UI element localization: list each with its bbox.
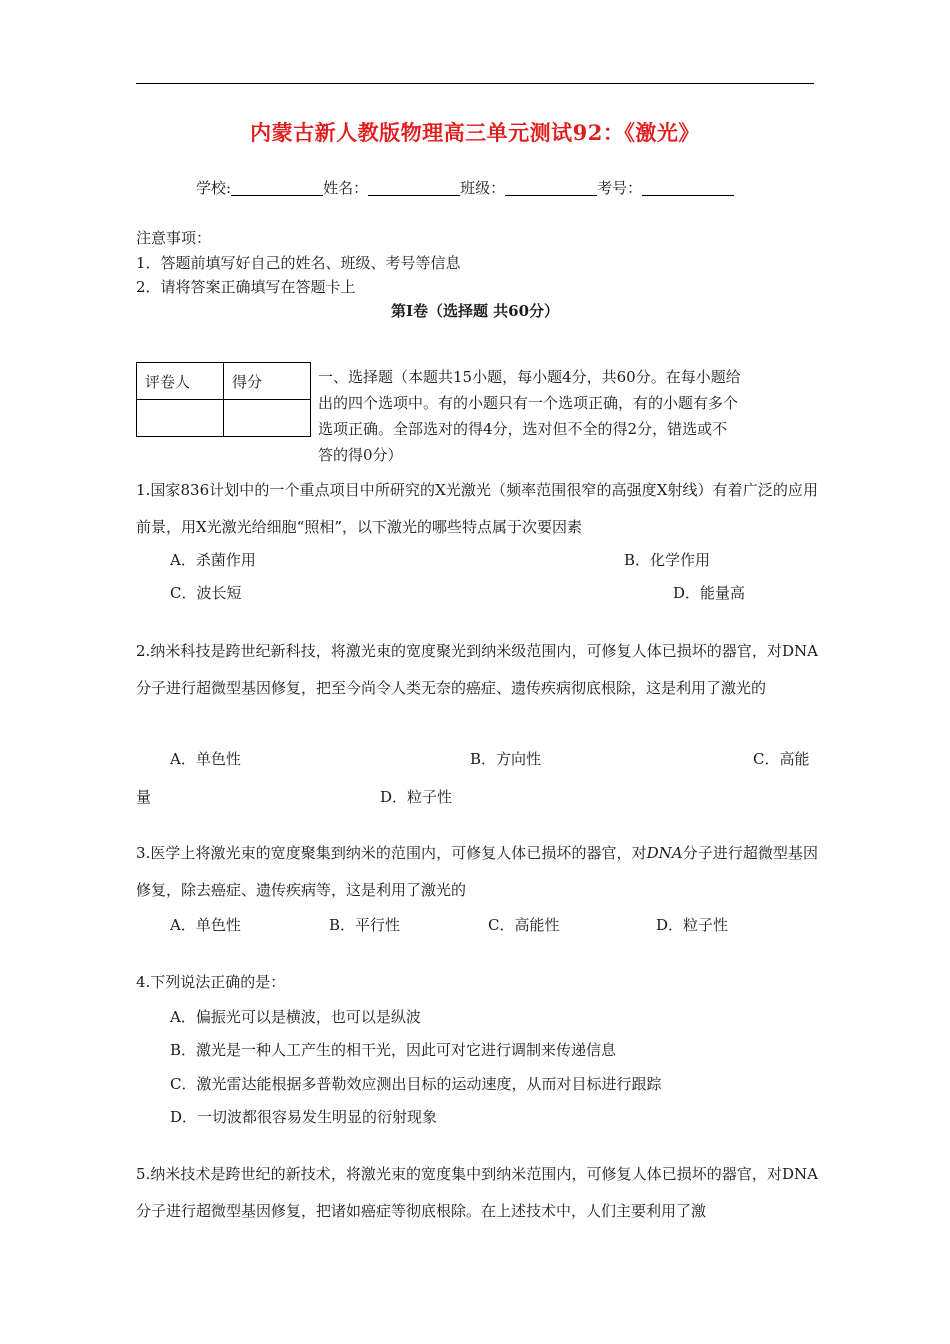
question-1-stem: 1.国家836计划中的一个重点项目中所研究的X光激光（频率范围很窄的高强度X射线）有着广泛的应用前景，用X光激光给细胞“照相”，以下激光的哪些特点属于次要因素 (136, 481, 818, 536)
question-3-stem-part: 3.医学上将激光束的宽度聚集到纳米的范围内，可修复人体已损坏的器官，对 (136, 844, 647, 862)
instruction-line: 出的四个选项中。有的小题只有一个选项正确，有的小题有多个 (318, 394, 739, 412)
question-2-option-b: B．方向性 (470, 750, 542, 768)
grader-header: 评卷人 (137, 363, 224, 400)
question-2-option-c: C．高能 (753, 750, 810, 768)
grader-cell (137, 400, 224, 437)
section-title: 第I卷（选择题 共60分） (390, 302, 560, 320)
name-label: 姓名： (323, 179, 369, 197)
notes-heading: 注意事项： (136, 229, 212, 247)
score-header: 得分 (224, 363, 311, 400)
exam-no-label: 考号： (597, 179, 643, 197)
question-3-option-a: A．单色性 (170, 916, 241, 934)
question-3-stem (136, 835, 818, 908)
question-4-option-c: C．激光雷达能根据多普勒效应测出目标的运动速度，从而对目标进行跟踪 (170, 1075, 662, 1093)
school-label: 学校: (196, 179, 232, 197)
instruction-line: 选项正确。全部选对的得4分，选对但不全的得2分，错选或不 (318, 420, 728, 438)
header-rule (136, 83, 814, 84)
question-3-option-c: C．高能性 (488, 916, 560, 934)
class-label: 班级： (460, 179, 506, 197)
question-3-option-d: D．粒子性 (656, 916, 729, 934)
question-4-stem: 4.下列说法正确的是： (136, 973, 286, 991)
question-2-option-a: A．单色性 (170, 750, 241, 768)
instruction-line: 一、选择题（本题共15小题，每小题4分，共60分。在每小题给 (318, 368, 741, 386)
student-info-fields (196, 177, 734, 198)
question-1-option-a: A．杀菌作用 (170, 551, 256, 569)
question-2-stem: 2.纳米科技是跨世纪新科技，将激光束的宽度聚光到纳米级范围内，可修复人体已损坏的器官，对DNA分子进行超微型基因修复，把至今尚令人类无奈的癌症、遗传疾病彻底根除，这是利用了激光的 (136, 642, 818, 697)
document-title: 内蒙古新人教版物理高三单元测试92：《激光》 (250, 120, 700, 145)
score-table (136, 362, 311, 437)
instruction-line: 答的得0分） (318, 446, 403, 464)
notes-item: 2．请将答案正确填写在答题卡上 (136, 278, 356, 296)
question-4-option-b: B．激光是一种人工产生的相干光，因此可对它进行调制来传递信息 (170, 1041, 617, 1059)
question-2-option-c-wrap: 量 (136, 788, 152, 806)
question-2-option-d: D．粒子性 (380, 788, 453, 806)
question-1-option-c: C．波长短 (170, 584, 242, 602)
name-blank[interactable] (368, 195, 460, 196)
class-blank[interactable] (505, 195, 597, 196)
section-instructions (318, 364, 788, 468)
question-3-stem-part: 分子进行超微型基因修复，除去癌症、遗传疾病等，这是利用了激光的 (136, 844, 818, 899)
question-1-option-b: B．化学作用 (624, 551, 711, 569)
question-3-stem-italic: DNA (646, 844, 683, 862)
question-5-stem: 5.纳米技术是跨世纪的新技术，将激光束的宽度集中到纳米范围内，可修复人体已损坏的器官，对DNA分子进行超微型基因修复，把诸如癌症等彻底根除。在上述技术中，人们主要利用了激 (136, 1165, 818, 1220)
question-4-option-a: A．偏振光可以是横波，也可以是纵波 (170, 1008, 421, 1026)
question-1-option-d: D．能量高 (673, 584, 746, 602)
question-3-option-b: B．平行性 (329, 916, 401, 934)
school-blank[interactable] (231, 195, 323, 196)
notes-item: 1．答题前填写好自己的姓名、班级、考号等信息 (136, 254, 461, 272)
exam-no-blank[interactable] (642, 195, 734, 196)
score-cell (224, 400, 311, 437)
question-4-option-d: D．一切波都很容易发生明显的衍射现象 (170, 1108, 438, 1126)
